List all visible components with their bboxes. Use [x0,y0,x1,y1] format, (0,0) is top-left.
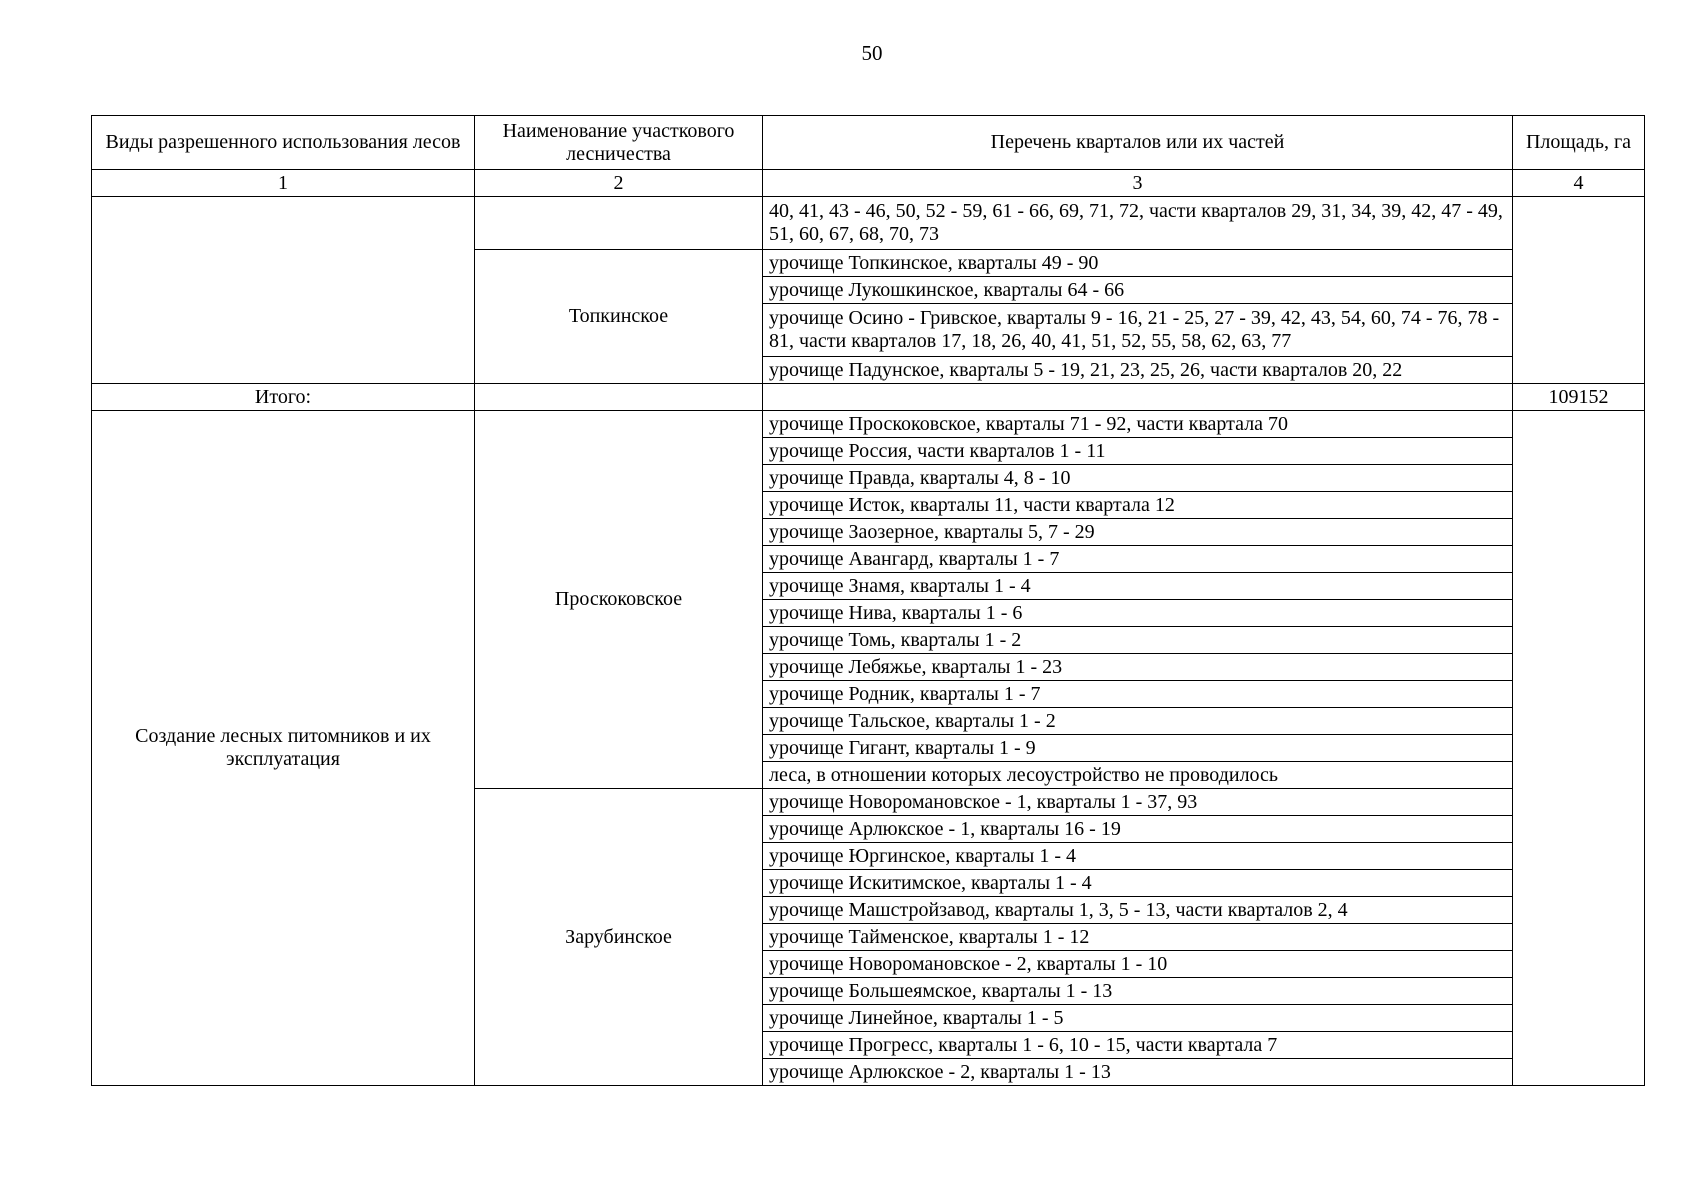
quarters-cell: леса, в отношении которых лесоустройство не проводилось [763,762,1513,789]
table-row [92,411,1645,438]
quarters-cell: урочище Топкинское, кварталы 49 - 90 [763,250,1513,277]
quarters-cell: урочище Родник, кварталы 1 - 7 [763,681,1513,708]
usage-type: Создание лесных питомников и их эксплуатация [92,411,475,1086]
quarters-cell: урочище Авангард, кварталы 1 - 7 [763,546,1513,573]
quarters-cell: урочище Нива, кварталы 1 - 6 [763,600,1513,627]
quarters-cell: урочище Большеямское, кварталы 1 - 13 [763,978,1513,1005]
area-cell-empty [1513,197,1645,384]
forestry-name: Зарубинское [475,789,763,1086]
table-row [92,197,1645,250]
forestry-name: Проскоковское [475,411,763,789]
quarters-cell: урочище Машстройзавод, кварталы 1, 3, 5 - 13, части кварталов 2, 4 [763,897,1513,924]
area-cell-empty [1513,411,1645,1086]
column-number: 1 [92,170,475,197]
empty-cell [763,384,1513,411]
header-quarters-list: Перечень кварталов или их частей [763,116,1513,170]
header-area: Площадь, га [1513,116,1645,170]
quarters-cell: урочище Тальское, кварталы 1 - 2 [763,708,1513,735]
total-label: Итого: [92,384,475,411]
forestry-name: Топкинское [475,250,763,384]
quarters-cell: урочище Арлюкское - 2, кварталы 1 - 13 [763,1059,1513,1086]
quarters-cell: урочище Исток, кварталы 11, части квартала 12 [763,492,1513,519]
quarters-cell: урочище Падунское, кварталы 5 - 19, 21, 23, 25, 26, части кварталов 20, 22 [763,357,1513,384]
forestry-cell-empty [475,197,763,250]
quarters-cell: урочище Искитимское, кварталы 1 - 4 [763,870,1513,897]
column-number-row [92,170,1645,197]
quarters-cell: урочище Знамя, кварталы 1 - 4 [763,573,1513,600]
column-number: 3 [763,170,1513,197]
quarters-cell: урочище Прогресс, кварталы 1 - 6, 10 - 15, части квартала 7 [763,1032,1513,1059]
header-usage-type: Виды разрешенного использования лесов [92,116,475,170]
header-row [92,116,1645,170]
usage-type-cell-empty [92,197,475,384]
empty-cell [475,384,763,411]
quarters-cell: урочище Линейное, кварталы 1 - 5 [763,1005,1513,1032]
quarters-cell: урочище Заозерное, кварталы 5, 7 - 29 [763,519,1513,546]
column-number: 2 [475,170,763,197]
quarters-cell: урочище Томь, кварталы 1 - 2 [763,627,1513,654]
quarters-cell: урочище Правда, кварталы 4, 8 - 10 [763,465,1513,492]
quarters-cell: урочище Осино - Гривское, кварталы 9 - 16, 21 - 25, 27 - 39, 42, 43, 54, 60, 74 - 76, 78 - 81, части кварталов 17, 18, 26, 40, 41, 51, 52, 55, 58, 62, 63, 77 [763,304,1513,357]
total-value: 109152 [1513,384,1645,411]
quarters-cell: урочище Тайменское, кварталы 1 - 12 [763,924,1513,951]
quarters-cell: урочище Россия, части кварталов 1 - 11 [763,438,1513,465]
quarters-cell: урочище Новоромановское - 1, кварталы 1 - 37, 93 [763,789,1513,816]
forest-use-table [91,115,1645,1086]
total-row [92,384,1645,411]
quarters-cell: урочище Новоромановское - 2, кварталы 1 - 10 [763,951,1513,978]
page-number: 50 [861,41,883,65]
quarters-cell: урочище Гигант, кварталы 1 - 9 [763,735,1513,762]
quarters-cell: урочище Лебяжье, кварталы 1 - 23 [763,654,1513,681]
header-forestry-name: Наименование участкового лесничества [475,116,763,170]
column-number: 4 [1513,170,1645,197]
quarters-cell: 40, 41, 43 - 46, 50, 52 - 59, 61 - 66, 69, 71, 72, части кварталов 29, 31, 34, 39, 42, 47 - 49, 51, 60, 67, 68, 70, 73 [763,197,1513,250]
quarters-cell: урочище Проскоковское, кварталы 71 - 92, части квартала 70 [763,411,1513,438]
quarters-cell: урочище Арлюкское - 1, кварталы 16 - 19 [763,816,1513,843]
quarters-cell: урочище Юргинское, кварталы 1 - 4 [763,843,1513,870]
quarters-cell: урочище Лукошкинское, кварталы 64 - 66 [763,277,1513,304]
